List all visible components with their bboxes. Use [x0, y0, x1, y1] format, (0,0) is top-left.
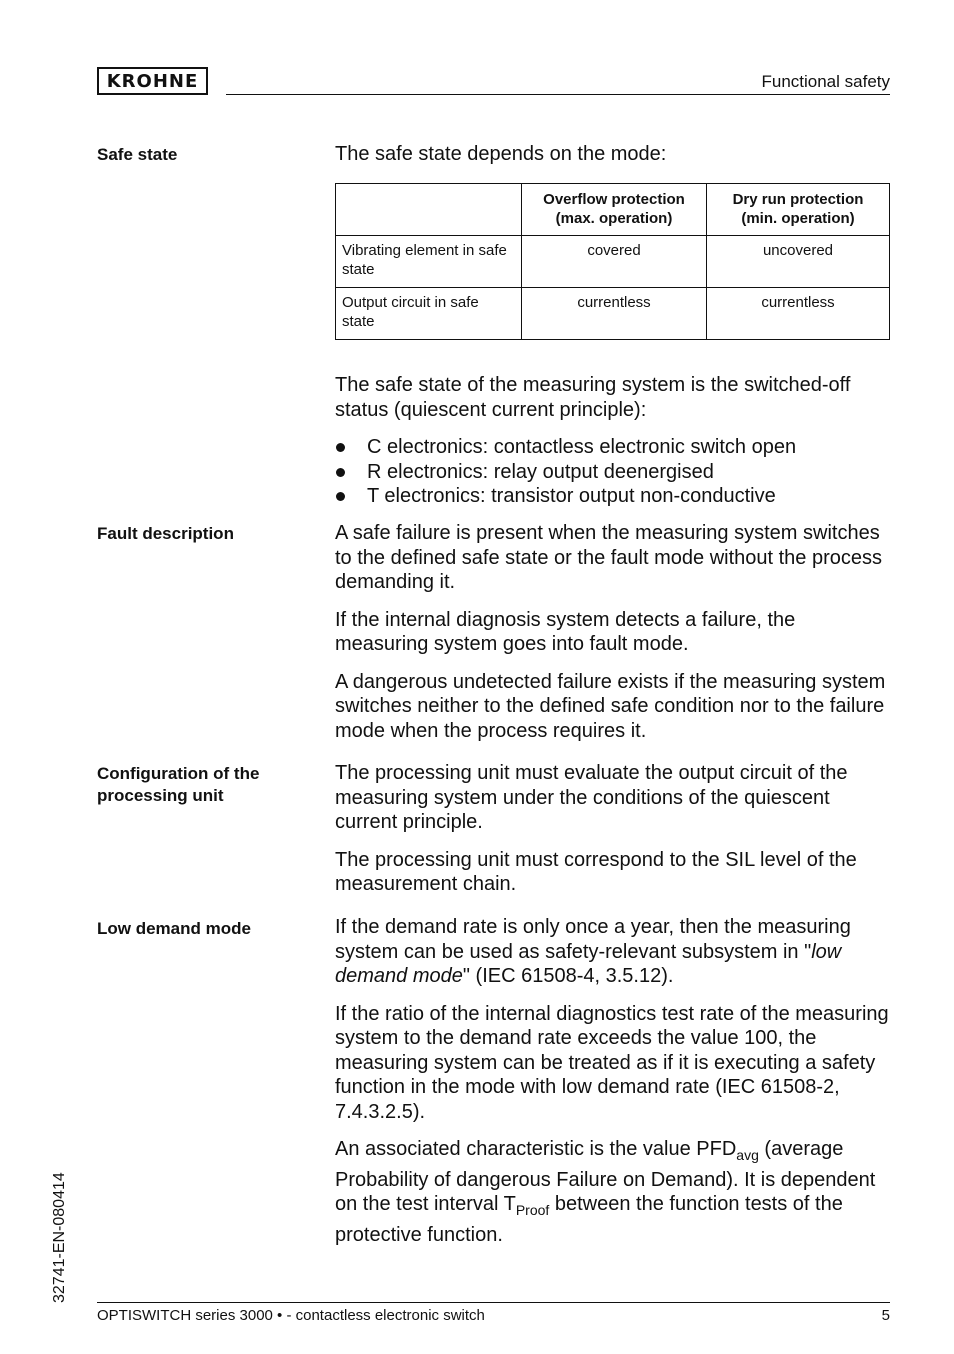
table-row	[336, 288, 890, 340]
footer-product-title: OPTISWITCH series 3000 • - contactless electronic switch	[97, 1307, 485, 1324]
electronics-bullet-list	[335, 435, 796, 509]
table-cell: covered	[522, 236, 707, 288]
table-cell: Vibrating element in safe state	[336, 236, 522, 288]
document-id: 32741-EN-080414	[51, 1172, 68, 1303]
safe-state-table	[335, 183, 890, 340]
paragraph: A dangerous undetected failure exists if the measuring system switches neither to the defined safe condition nor to the failure mode when the process requires it.	[335, 670, 886, 742]
krohne-logo: KROHNE	[97, 67, 208, 95]
configuration-text	[335, 761, 891, 897]
paragraph: If the internal diagnosis system detects a failure, the measuring system goes into fault mode.	[335, 608, 796, 655]
safe-state-paragraph: The safe state of the measuring system is the switched-off status (quiescent current principle):	[335, 374, 851, 421]
table-cell: Output circuit in safe state	[336, 288, 522, 340]
low-demand-text	[335, 915, 891, 1247]
list-item: T electronics: transistor output non-conductive	[335, 484, 796, 509]
section-label-safe-state: Safe state	[97, 145, 178, 164]
table-row	[336, 236, 890, 288]
paragraph: An associated characteristic is the value $PFD_{avg}$ (average Probability of dangerous Failure on Demand). It is dependent on the test interval $T_{Proof}$ between the function tests of the protective function.	[335, 1138, 876, 1246]
table-header-row	[336, 184, 890, 236]
header-overflow-line2: (max. operation)	[555, 210, 673, 227]
paragraph: A safe failure is present when the measuring system switches to the defined safe state or the fault mode without the process demanding it.	[335, 522, 883, 593]
safe-state-intro: The safe state depends on the mode:	[335, 143, 667, 165]
list-item: C electronics: contactless electronic switch open	[335, 435, 796, 460]
table-cell: uncovered	[707, 236, 890, 288]
header-rule	[226, 94, 890, 95]
section-label-configuration: Configuration of the processing unit	[97, 764, 260, 805]
paragraph: If the ratio of the internal diagnostics test rate of the measuring system to the demand rate exceeds the value 100, the measuring system can be treated as if it is executing a safety function in the mode with low demand rate (IEC 61508-2, 7.4.3.2.5).	[335, 1002, 889, 1123]
table-header-cell	[336, 184, 522, 236]
table-cell: currentless	[707, 288, 890, 340]
table-cell: currentless	[522, 288, 707, 340]
header-overflow-line1: Overflow protection	[543, 191, 685, 208]
header-dryrun-line2: (min. operation)	[741, 210, 855, 227]
table-header-cell	[707, 184, 890, 236]
paragraph: The processing unit must correspond to the SIL level of the measurement chain.	[335, 848, 857, 895]
section-label-fault-description: Fault description	[97, 524, 234, 543]
table-header-cell	[522, 184, 707, 236]
paragraph: If the demand rate is only once a year, then the measuring system can be used as safety-relevant subsystem in "low demand mode" (IEC 61508-4, 3.5.12).	[335, 916, 851, 987]
paragraph: The processing unit must evaluate the output circuit of the measuring system under the conditions of the quiescent current principle.	[335, 762, 848, 833]
header-title: Functional safety	[761, 72, 890, 91]
fault-description-text	[335, 521, 891, 743]
list-item: R electronics: relay output deenergised	[335, 460, 796, 485]
header-dryrun-line1: Dry run protection	[732, 191, 864, 208]
section-label-low-demand-mode: Low demand mode	[97, 919, 251, 938]
page-number: 5	[881, 1307, 890, 1324]
footer-rule	[97, 1302, 890, 1303]
